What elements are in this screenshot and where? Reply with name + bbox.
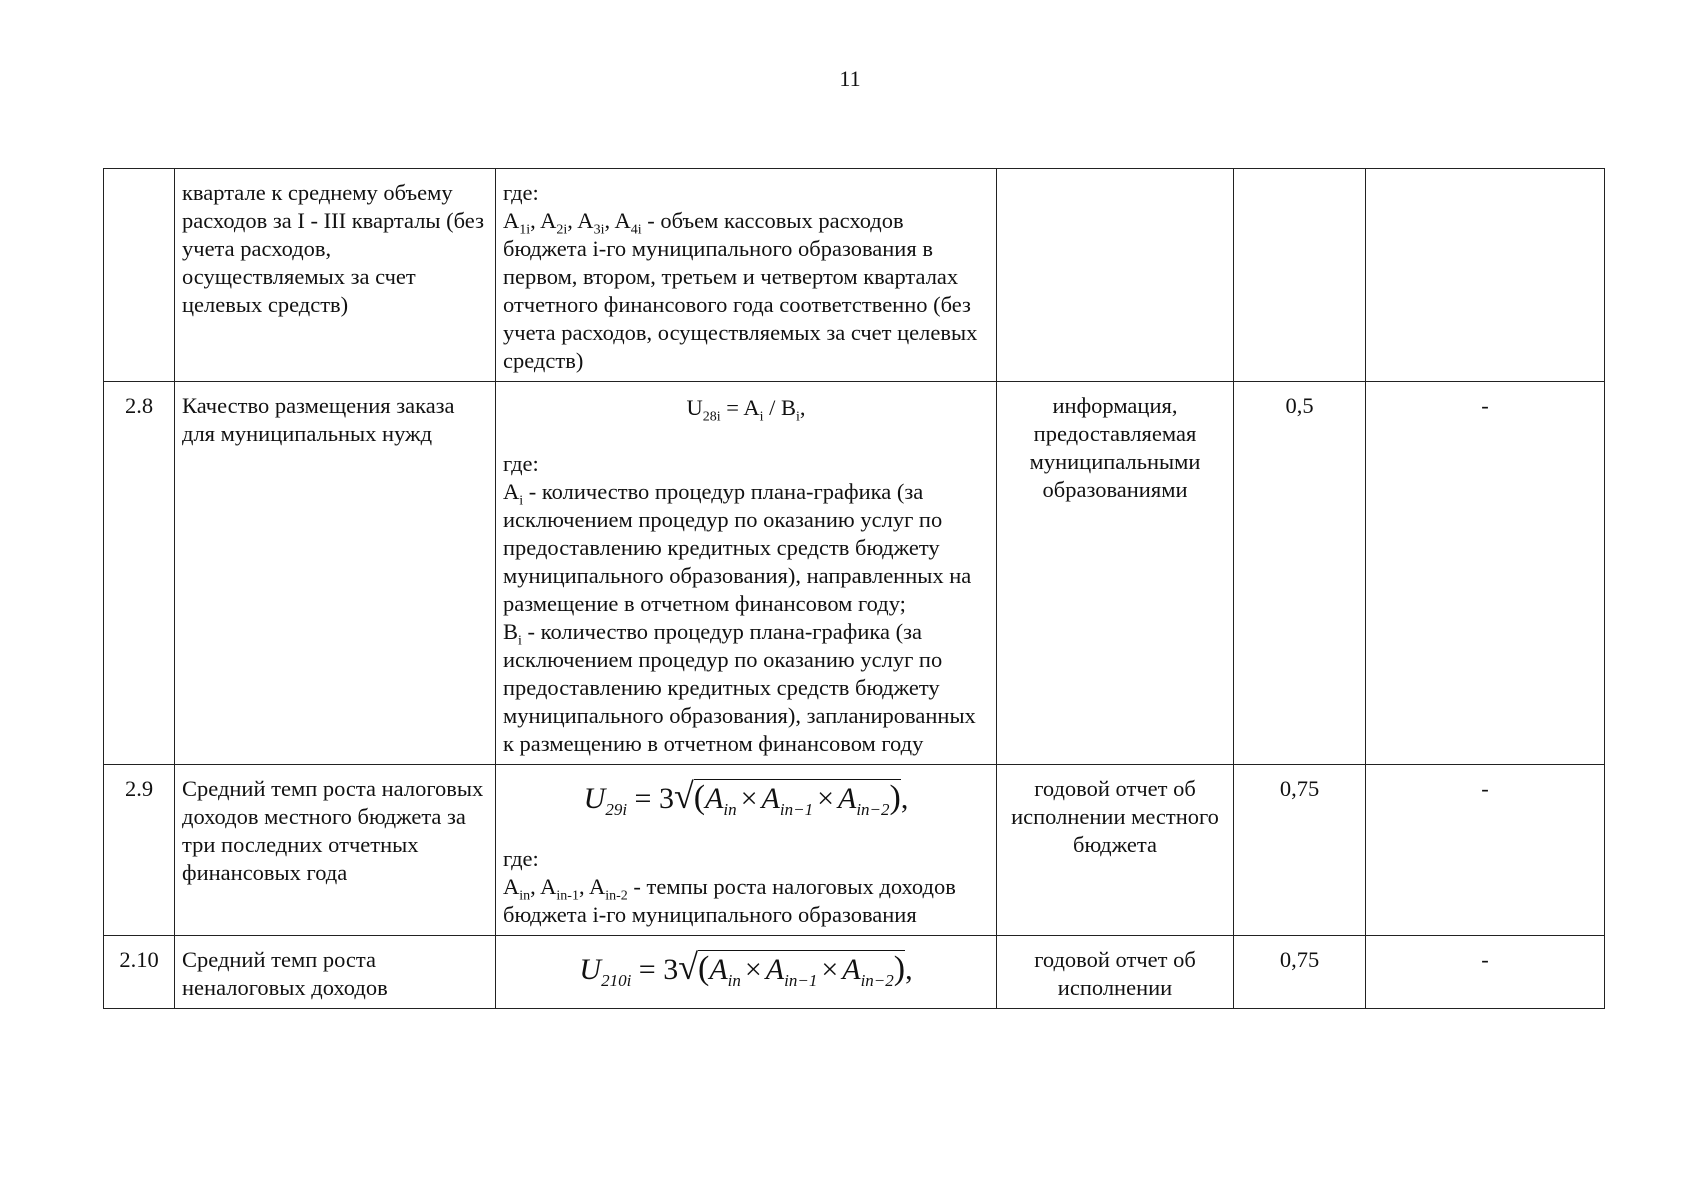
formula-cell <box>496 169 997 382</box>
formula-where: где: <box>503 451 539 476</box>
formula-where: где: <box>503 846 539 871</box>
extra-cell: - <box>1366 936 1605 1009</box>
weight-cell: 0,75 <box>1234 936 1366 1009</box>
page-number: 11 <box>839 66 861 91</box>
table-row <box>104 936 1605 1009</box>
indicator-name: Качество размещения заказа для муниципальных нужд <box>175 382 496 765</box>
formula-cell <box>496 382 997 765</box>
weight-cell <box>1234 169 1366 382</box>
indicator-name: Средний темп роста налоговых доходов местного бюджета за три последних отчетных финансовых года <box>175 765 496 936</box>
weight-cell: 0,5 <box>1234 382 1366 765</box>
row-number: 2.9 <box>104 765 175 936</box>
indicator-name: Средний темп роста неналоговых доходов <box>175 936 496 1009</box>
formula-math: $U_{29i} = 3√(A_{in} \times A_{in-1} \times A_{in-2})$, <box>583 776 909 819</box>
extra-cell: - <box>1366 382 1605 765</box>
source-cell: информация, предоставляемая муниципальными образованиями <box>997 382 1234 765</box>
extra-cell: - <box>1366 765 1605 936</box>
source-cell: годовой отчет об исполнении <box>997 936 1234 1009</box>
formula-main: $U_{28i} = A_i / B_i$, <box>686 395 806 425</box>
source-cell: годовой отчет об исполнении местного бюджета <box>997 765 1234 936</box>
formula-description: $A_{in}$, $A_{in-1}$, $A_{in-2}$ - темпы роста налоговых доходов бюджета i-го муниципального образования <box>503 874 956 927</box>
indicator-name: кварталe к среднему объему расходов за I - III кварталы (без учета расходов, осуществляемых за счет целевых средств) <box>175 169 496 382</box>
weight-cell: 0,75 <box>1234 765 1366 936</box>
formula-description-a: $A_i$ - количество процедур плана-графика (за исключением процедур по оказанию услуг по предоставлению кредитных средств бюджету муниципального образования), направленных на размещение в отчетном финансовом году; <box>503 479 972 616</box>
formula-description-b: $B_i$ - количество процедур плана-графика (за исключением процедур по оказанию услуг по предоставлению кредитных средств бюджету муниципального образования), запланированных к размещению в отчетном финансовом году <box>503 619 976 756</box>
row-number: 2.8 <box>104 382 175 765</box>
row-number <box>104 169 175 382</box>
source-cell <box>997 169 1234 382</box>
formula-description: $A_{1i}$, $A_{2i}$, $A_{3i}$, $A_{4i}$ - объем кассовых расходов бюджета i-го муниципального образования в первом, втором, третьем и четвертом кварталах отчетного финансового года соответственно (без учета расходов, осуществляемых за счет целевых средств) <box>503 208 978 373</box>
formula-math: $U_{210i} = 3√(A_{in} \times A_{in-1} \times A_{in-2})$, <box>579 947 913 990</box>
table-row <box>104 169 1605 382</box>
table-row <box>104 382 1605 765</box>
indicators-table <box>103 168 1605 1009</box>
row-number: 2.10 <box>104 936 175 1009</box>
table-row <box>104 765 1605 936</box>
formula-cell <box>496 765 997 936</box>
formula-where: где: <box>503 180 539 205</box>
extra-cell <box>1366 169 1605 382</box>
formula-cell <box>496 936 997 1009</box>
